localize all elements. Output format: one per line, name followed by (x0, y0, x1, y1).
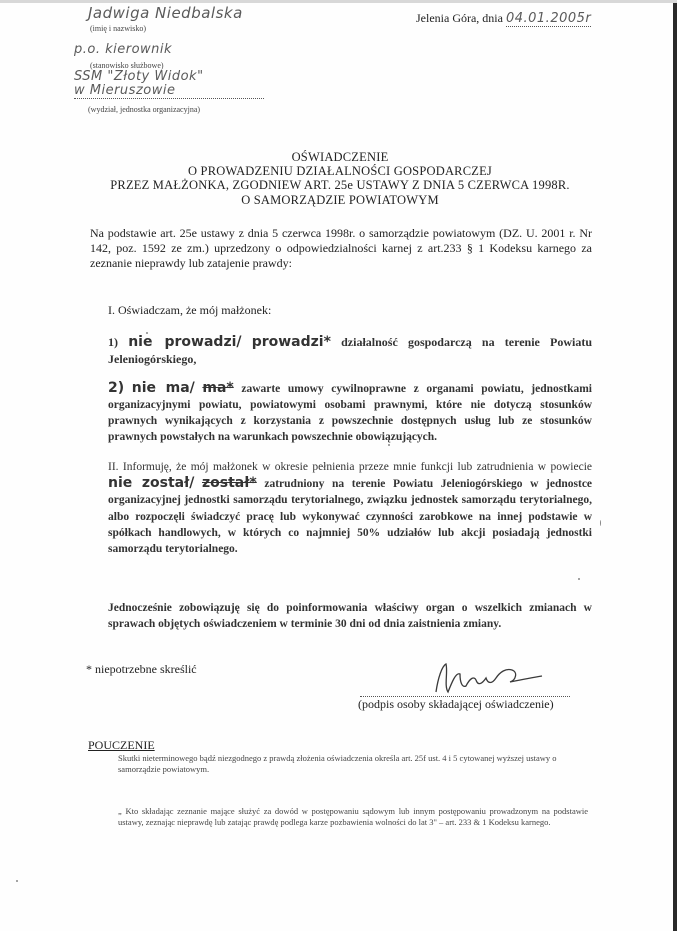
scan-speck (600, 520, 601, 526)
name-handwritten: Jadwiga Niedbalska (88, 4, 243, 22)
date-handwritten: 04.01.2005r (505, 11, 592, 26)
department-line: w Mieruszowie (74, 84, 264, 99)
pouczenie-heading: POUCZENIE (88, 738, 155, 752)
section-2-text: zatrudniony na terenie Powiatu Jeleniogórskiego w jednostce organizacyjnej jednostki samorządu terytorialnego, związku jednostek samorządu terytorialnego, albo rozpoczęli świadczyć pracę lub wykonywać czynności zarobkowe na innej podstawie w spółkach handlowych, w których co najmniej 50% udziałów lub akcji posiadają jednostki samorządu terytorialnego. (108, 478, 593, 556)
title-line-2: O PROWADZENIU DZIAŁALNOŚCI GOSPODARCZEJ (188, 164, 492, 178)
scan-edge (0, 0, 677, 3)
section-1-item-1 (108, 334, 592, 368)
item-2-option-a: nie ma/ (131, 380, 195, 396)
item-1-option-a: nie prowadzi/ (128, 334, 242, 350)
pouczenie-text-1: Skutki nieterminowego bądź niezgodnego z prawdą złożenia oświadczenia określa art. 25f ust. 4 i 5 cytowanej wyższej ustawy o samorządzie powiatowym. (118, 753, 557, 774)
scan-speck (16, 880, 18, 882)
section-2 (108, 459, 592, 557)
item-2-number: 2) (108, 380, 125, 396)
department-handwritten (74, 70, 264, 99)
signature-line (360, 690, 570, 697)
item-1-text: działalność gospodarczą na terenie Powiatu Jeleniogórskiego, (108, 335, 593, 366)
section-2-option-b: został* (202, 475, 257, 492)
item-2-text: zawarte umowy cywilnoprawne z organami powiatu, jednostkami organizacyjnymi powiatu, powiatowymi osobami prawnymi, które nie dotyczą stosunków prawnych wynikających z korzystania z powszechnie dostępnych usług lub ze stosunków prawnych powstałych na warunkach powszechnie obowiązujących. (108, 383, 593, 443)
item-1-option-b: prowadzi* (251, 334, 331, 350)
signature-caption: (podpis osoby składającej oświadczenie) (358, 697, 554, 711)
position-line-1: p.o. kierownik (74, 42, 173, 57)
section-2-lead: II. Informuję, że mój małżonek w okresie pełnienia przeze mnie funkcji lub zatrudnienia w powiecie (108, 461, 592, 473)
position-line-2: SSM "Złoty Widok" (74, 69, 204, 84)
item-2-option-b: ma* (202, 380, 234, 396)
city-date-prefix: Jelenia Góra, dnia (416, 11, 503, 25)
scan-speck (146, 332, 148, 334)
footnote: * niepotrzebne skreślić (86, 662, 197, 676)
section-2-option-a: nie został/ (108, 475, 195, 492)
item-1-number: 1) (108, 335, 118, 349)
section-1-heading: I. Oświadczam, że mój małżonek: (108, 303, 272, 317)
scan-speck (578, 578, 580, 580)
title-line-3: PRZEZ MAŁŻONKA, ZGODNIEW ART. 25e USTAWY Z DNIA 5 CZERWCA 1998R. (110, 178, 570, 192)
section-1-item-2 (108, 380, 592, 445)
scan-speck (388, 444, 390, 446)
title-line-1: OŚWIADCZENIE (291, 150, 389, 164)
city-date (416, 11, 591, 26)
pouczenie-text-2: „ Kto składając zeznanie mające służyć za dowód w postępowaniu sądowym lub innym postępowaniu prowadzonym na podstawie ustawy, zeznając nieprawdę lub zatając prawdę podlega karze pozbawienia wolności do lat 3" – art. 233 & 1 Kodeksu karnego. (118, 806, 588, 827)
name-caption: (imię i nazwisko) (90, 24, 146, 33)
title-line-4: O SAMORZĄDZIE POWIATOWYM (241, 193, 439, 207)
commitment-paragraph: Jednocześnie zobowiązuję się do poinformowania właściwy organ o wszelkich zmianach w sprawach objętych oświadczeniem w terminie 30 dni od dnia zaistnienia zmiany. (108, 602, 592, 630)
position-caption: (stanowisko służbowe) (90, 61, 164, 70)
intro-paragraph: Na podstawie art. 25e ustawy z dnia 5 czerwca 1998r. o samorządzie powiatowym (DZ. U. 2001 r. Nr 142, poz. 1592 ze zm.) uprzedzony o odpowiedzialności karnej z art.233 § 1 Kodeksu karnego za zeznanie nieprawdy lub zatajenie prawdy: (90, 226, 592, 270)
department-caption: (wydział, jednostka organizacyjna) (88, 105, 201, 114)
position-handwritten (74, 42, 254, 57)
